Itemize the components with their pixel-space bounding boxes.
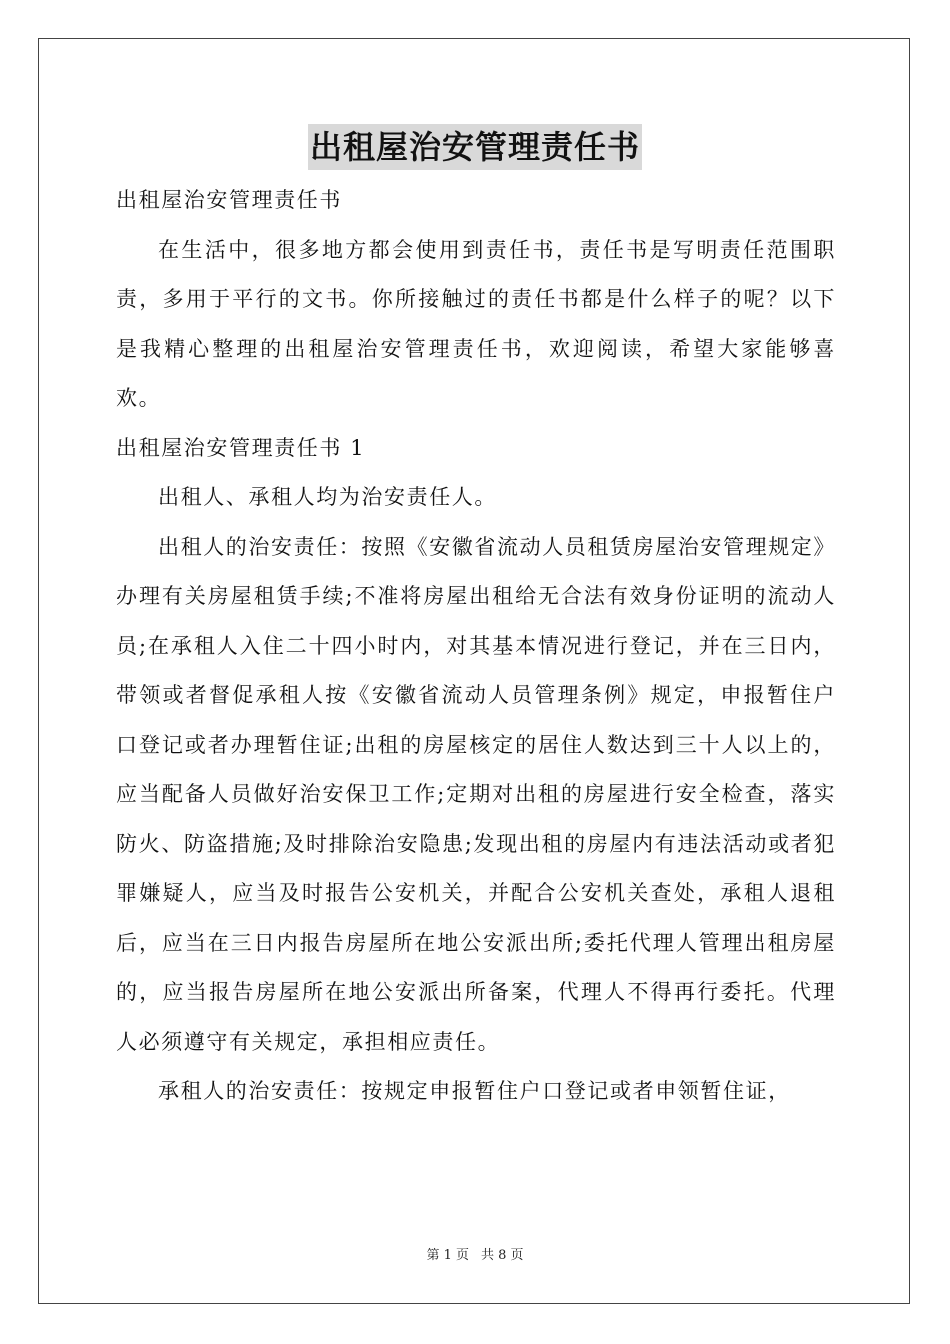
document-title: 出租屋治安管理责任书	[308, 124, 642, 170]
paragraph-section-heading: 出租屋治安管理责任书 1	[116, 435, 366, 460]
paragraph-tenant-duties: 承租人的治安责任：按规定申报暂住户口登记或者申领暂住证，	[158, 1079, 791, 1103]
page-total: 共 8 页	[481, 1248, 524, 1263]
paragraph-responsible-parties: 出租人、承租人均为治安责任人。	[158, 485, 497, 509]
paragraph-subtitle: 出租屋治安管理责任书	[116, 188, 342, 212]
paragraph-intro: 在生活中，很多地方都会使用到责任书，责任书是写明责任范围职责，多用于平行的文书。你所接触过的责任书都是什么样子的呢？以下是我精心整理的出租屋治安管理责任书，欢迎阅读，希望大家能够喜欢。	[116, 237, 836, 410]
page-footer	[0, 1246, 950, 1266]
paragraph-landlord-duties: 出租人的治安责任：按照《安徽省流动人员租赁房屋治安管理规定》办理有关房屋租赁手续;不准将房屋出租给无合法有效身份证明的流动人员;在承租人入住二十四小时内，对其基本情况进行登记，并在三日内，带领或者督促承租人按《安徽省流动人员管理条例》规定，申报暂住户口登记或者办理暂住证;出租的房屋核定的居住人数达到三十人以上的，应当配备人员做好治安保卫工作;定期对出租的房屋进行安全检查，落实防火、防盗措施;及时排除治安隐患;发现出租的房屋内有违法活动或者犯罪嫌疑人，应当及时报告公安机关，并配合公安机关查处，承租人退租后，应当在三日内报告房屋所在地公安派出所;委托代理人管理出租房屋的，应当报告房屋所在地公安派出所备案，代理人不得再行委托。代理人必须遵守有关规定，承担相应责任。	[116, 534, 836, 1054]
document-body	[116, 176, 836, 1117]
page-number: 第 1 页	[426, 1248, 469, 1263]
title-wrap	[0, 124, 950, 170]
